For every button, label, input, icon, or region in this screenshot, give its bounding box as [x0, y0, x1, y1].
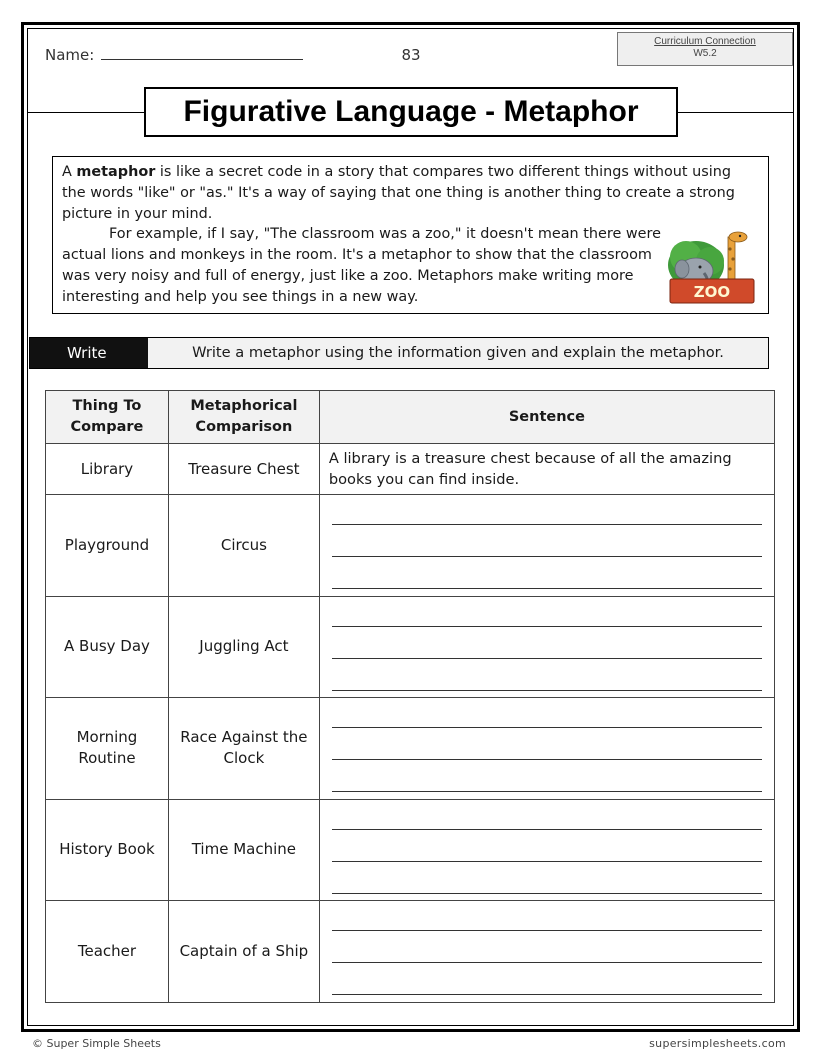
- footer-website: supersimplesheets.com: [649, 1037, 786, 1050]
- answer-line[interactable]: [332, 931, 762, 963]
- answer-line[interactable]: [332, 698, 762, 728]
- comparison-cell: Time Machine: [168, 799, 319, 901]
- intro-paragraph-1: A metaphor is like a secret code in a story that compares two different things without using the words "like" or "as." It's a way of saying that one thing is another thing to create a strong picture in your mind.: [62, 164, 735, 222]
- answer-line[interactable]: [332, 963, 762, 995]
- header-thing-to-compare: Thing To Compare: [46, 391, 169, 444]
- answer-line[interactable]: [332, 495, 762, 525]
- thing-cell: Teacher: [46, 901, 169, 1003]
- comparison-cell: Juggling Act: [168, 596, 319, 698]
- comparison-cell: Captain of a Ship: [168, 901, 319, 1003]
- comparison-cell: Race Against the Clock: [168, 698, 319, 800]
- answer-line[interactable]: [332, 760, 762, 792]
- curriculum-title: Curriculum Connection: [654, 36, 756, 47]
- comparison-cell: Treasure Chest: [168, 444, 319, 495]
- answer-cell[interactable]: [319, 495, 774, 597]
- answer-line[interactable]: [332, 800, 762, 830]
- answer-line[interactable]: [332, 901, 762, 931]
- answer-cell[interactable]: [319, 799, 774, 901]
- name-label: Name:: [45, 46, 95, 64]
- comparison-cell: Circus: [168, 495, 319, 597]
- answer-line[interactable]: [332, 597, 762, 627]
- thing-cell: Morning Routine: [46, 698, 169, 800]
- zoo-sign-text: ZOO: [693, 283, 731, 301]
- answer-cell[interactable]: [319, 596, 774, 698]
- answer-line[interactable]: [332, 525, 762, 557]
- name-field[interactable]: [45, 46, 303, 64]
- page-number: 83: [401, 46, 421, 64]
- answer-cell[interactable]: [319, 901, 774, 1003]
- thing-cell: A Busy Day: [46, 596, 169, 698]
- header-sentence: Sentence: [319, 391, 774, 444]
- answer-cell[interactable]: [319, 698, 774, 800]
- curriculum-connection-box: [617, 32, 793, 66]
- task-instruction: Write a metaphor using the information given and explain the metaphor.: [192, 344, 724, 361]
- title-rule-left: [28, 112, 145, 113]
- header-metaphorical-comparison: Metaphorical Comparison: [168, 391, 319, 444]
- answer-line[interactable]: [332, 830, 762, 862]
- page-title: Figurative Language - Metaphor: [144, 87, 678, 137]
- thing-cell: History Book: [46, 799, 169, 901]
- table-row: [46, 698, 775, 800]
- answer-line[interactable]: [332, 557, 762, 589]
- answer-line[interactable]: [332, 728, 762, 760]
- answer-line[interactable]: [332, 862, 762, 894]
- task-label: Write: [30, 338, 148, 368]
- task-bar: [29, 337, 769, 369]
- curriculum-code: W5.2: [693, 48, 717, 59]
- table-header-row: [46, 391, 775, 444]
- table-row: [46, 596, 775, 698]
- worksheet-table: [45, 390, 775, 1003]
- table-row: [46, 901, 775, 1003]
- intro-paragraph-2: For example, if I say, "The classroom was a zoo," it doesn't mean there were actual lions and monkeys in the room. It's a metaphor to show that the classroom was very noisy and full of energy, just like a zoo. Metaphors make writing more interesting and help you see things in a new way.: [62, 226, 661, 305]
- example-row: [46, 444, 775, 495]
- table-row: [46, 799, 775, 901]
- table-row: [46, 495, 775, 597]
- zoo-illustration: [666, 227, 758, 307]
- title-rule-right: [677, 112, 793, 113]
- answer-line[interactable]: [332, 659, 762, 691]
- answer-line[interactable]: [332, 627, 762, 659]
- name-blank-line[interactable]: [101, 46, 303, 60]
- thing-cell: Playground: [46, 495, 169, 597]
- example-sentence: A library is a treasure chest because of all the amazing books you can find inside.: [319, 444, 774, 495]
- intro-box: [52, 156, 769, 314]
- footer-copyright: © Super Simple Sheets: [32, 1037, 161, 1050]
- metaphor-term: metaphor: [76, 164, 156, 180]
- thing-cell: Library: [46, 444, 169, 495]
